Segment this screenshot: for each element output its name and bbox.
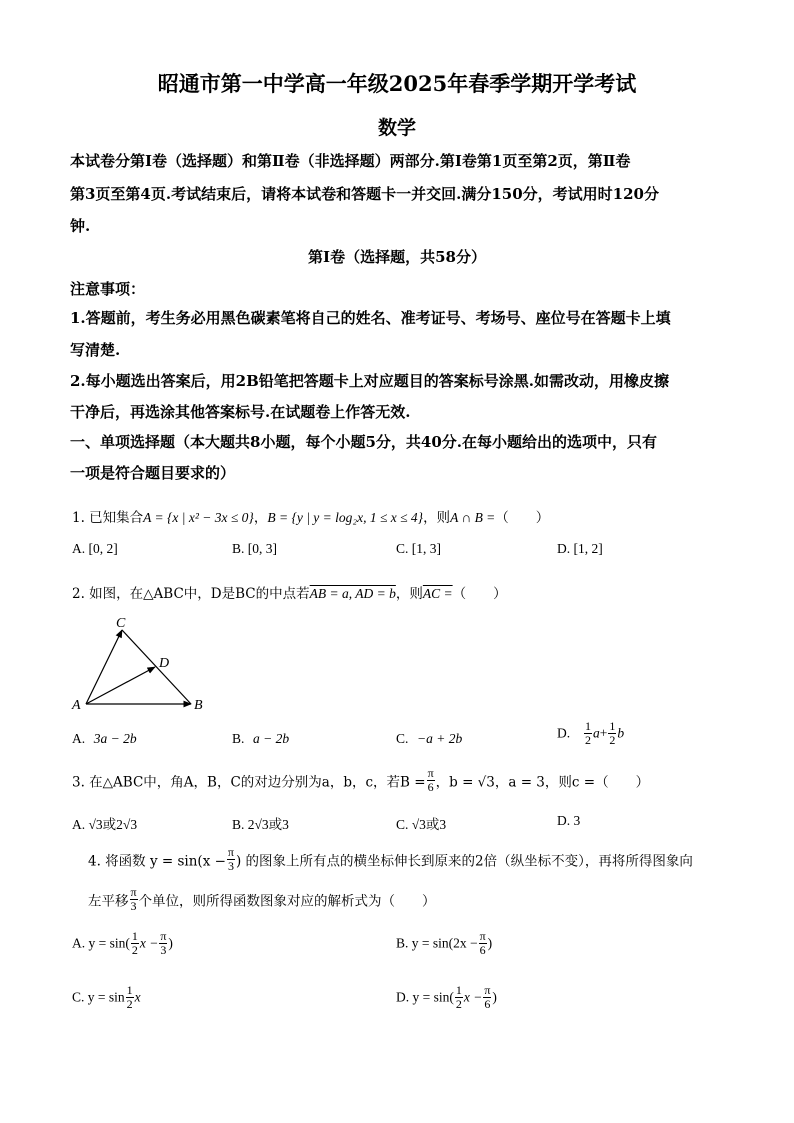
q3-option-b: B. 2√3或3 — [232, 817, 289, 832]
q4-option-c: C. y = sin $\frac{1}{2}$ x — [72, 983, 141, 1011]
q2-option-d: D. $\frac{1}{2}$ a+ $\frac{1}{2}$ b — [557, 719, 625, 747]
q1-option-d: D. [1, 2] — [557, 541, 603, 556]
q4-option-b: B. y = sin(2x − $\frac{\pi}{6}$ ) — [396, 929, 493, 957]
triangle-figure — [66, 610, 216, 715]
vertex-label-a: A — [72, 698, 81, 713]
q2-option-d-frac-1: $\frac{1}{2}$ — [585, 719, 591, 747]
q4-option-a: A. y = sin( $\frac{1}{2}$ x − $\frac{\pi}{3}$ ) — [72, 929, 173, 957]
note-2-line-1: 2.每小题选出答案后，用2B铅笔把答题卡上对应题目的答案标号涂黑.如需改动，用橡皮擦 — [70, 372, 670, 390]
q1-comma: ， — [253, 510, 268, 526]
q2-option-b — [232, 731, 289, 747]
q2-text-1: 2. 如图，在△ABC中，D是BC的中点若 — [72, 586, 310, 602]
section-1-line-1: 一、单项选择题（本大题共8小题，每个小题5分，共40分.在每小题给出的选项中，只有 — [70, 433, 657, 451]
question-2 — [72, 582, 507, 602]
q4-text-1a: 4. 将函数 y = sin(x − — [88, 853, 226, 870]
q2-option-c — [396, 731, 462, 747]
q1-prefix: 1. 已知集合 — [72, 510, 144, 526]
exam-title: 昭通市第一中学高一年级2025年春季学期开学考试 — [157, 71, 637, 96]
intro-line-3: 钟. — [70, 217, 91, 235]
q2-option-a — [72, 731, 137, 747]
q3-option-a: A. √3或2√3 — [72, 817, 138, 832]
q1-then: ，则 — [423, 510, 451, 526]
subject-title: 数学 — [377, 117, 416, 139]
q1-option-b: B. [0, 3] — [232, 541, 277, 556]
q4-fraction-2: $\frac{\pi}{3}$ — [130, 885, 137, 913]
part1-heading: 第Ⅰ卷（选择题，共58分） — [308, 248, 486, 266]
question-4-line-1 — [88, 846, 693, 873]
notes-heading: 注意事项： — [70, 280, 146, 298]
q2-option-d-frac-2: $\frac{1}{2}$ — [609, 719, 616, 747]
q4-text-2b: 个单位，则所得函数图象对应的解析式为（ ） — [138, 893, 436, 910]
q2-option-b-letter: B. — [232, 731, 245, 746]
intro-line-1: 本试卷分第Ⅰ卷（选择题）和第Ⅱ卷（非选择题）两部分.第Ⅰ卷第1页至第2页，第Ⅱ卷 — [70, 152, 631, 170]
vertex-label-c: C — [116, 616, 126, 631]
q2-option-c-letter: C. — [396, 731, 409, 746]
q1-expr: A ∩ B = — [450, 510, 496, 525]
q2-option-c-expr: −a + 2b — [416, 731, 463, 746]
q2-option-d-letter: D. — [557, 725, 571, 741]
q2-option-a-letter: A. — [72, 731, 86, 746]
q2-paren: （ ） — [452, 586, 507, 602]
note-1-line-2: 写清楚. — [70, 341, 121, 359]
q2-option-b-expr: a − 2b — [252, 731, 290, 746]
q4-option-d: D. y = sin( $\frac{1}{2}$ x − $\frac{\pi}{6}$ ) — [396, 983, 497, 1011]
vertex-label-b: B — [194, 698, 203, 713]
note-1-line-1: 1.答题前，考生务必用黑色碳素笔将自己的姓名、准考证号、考场号、座位号在答题卡上填 — [70, 309, 671, 327]
q1-set-a: A = {x | x² − 3x ≤ 0} — [143, 510, 254, 525]
q3-option-c: C. √3或3 — [396, 817, 447, 832]
q3-text-2: ，b = √3，a = 3，则c =（ ） — [435, 774, 650, 791]
segment-cb — [122, 630, 191, 704]
q3-text-1: 3. 在△ABC中，角A，B，C的对边分别为a，b，c，若B = — [72, 774, 426, 791]
q4-text-2a: 左平移 — [88, 893, 129, 910]
q4-fraction-1: $\frac{\pi}{3}$ — [227, 845, 234, 873]
q2-given: AB = a, AD = b — [309, 586, 396, 601]
point-label-d: D — [159, 656, 170, 671]
q2-ask: AC = — [422, 586, 453, 601]
vector-ac — [86, 630, 122, 704]
intro-line-2: 第3页至第4页.考试结束后，请将本试卷和答题卡一并交回.满分150分，考试用时120分 — [70, 185, 659, 203]
section-1-line-2: 一项是符合题目要求的） — [70, 464, 236, 482]
q3-fraction: $\frac{\pi}{6}$ — [427, 766, 434, 794]
q3-option-d: D. 3 — [557, 813, 581, 828]
vector-ad — [86, 667, 155, 704]
note-2-line-2: 干净后，再选涂其他答案标号.在试题卷上作答无效. — [70, 403, 411, 421]
question-1 — [72, 506, 549, 526]
q4-text-1b: ) 的图象上所有点的横坐标伸长到原来的2倍（纵坐标不变），再将所得图象向 — [235, 853, 693, 870]
q2-text-2: ，则 — [395, 586, 423, 602]
q1-paren: （ ） — [495, 510, 550, 526]
q1-option-a: A. [0, 2] — [72, 541, 118, 556]
q1-option-c: C. [1, 3] — [396, 541, 441, 556]
question-4-line-2 — [88, 886, 436, 913]
question-3 — [72, 767, 649, 794]
q1-set-b: B = {y | y = log₂x, 1 ≤ x ≤ 4} — [267, 510, 424, 525]
q2-option-a-expr: 3a − 2b — [93, 731, 137, 746]
